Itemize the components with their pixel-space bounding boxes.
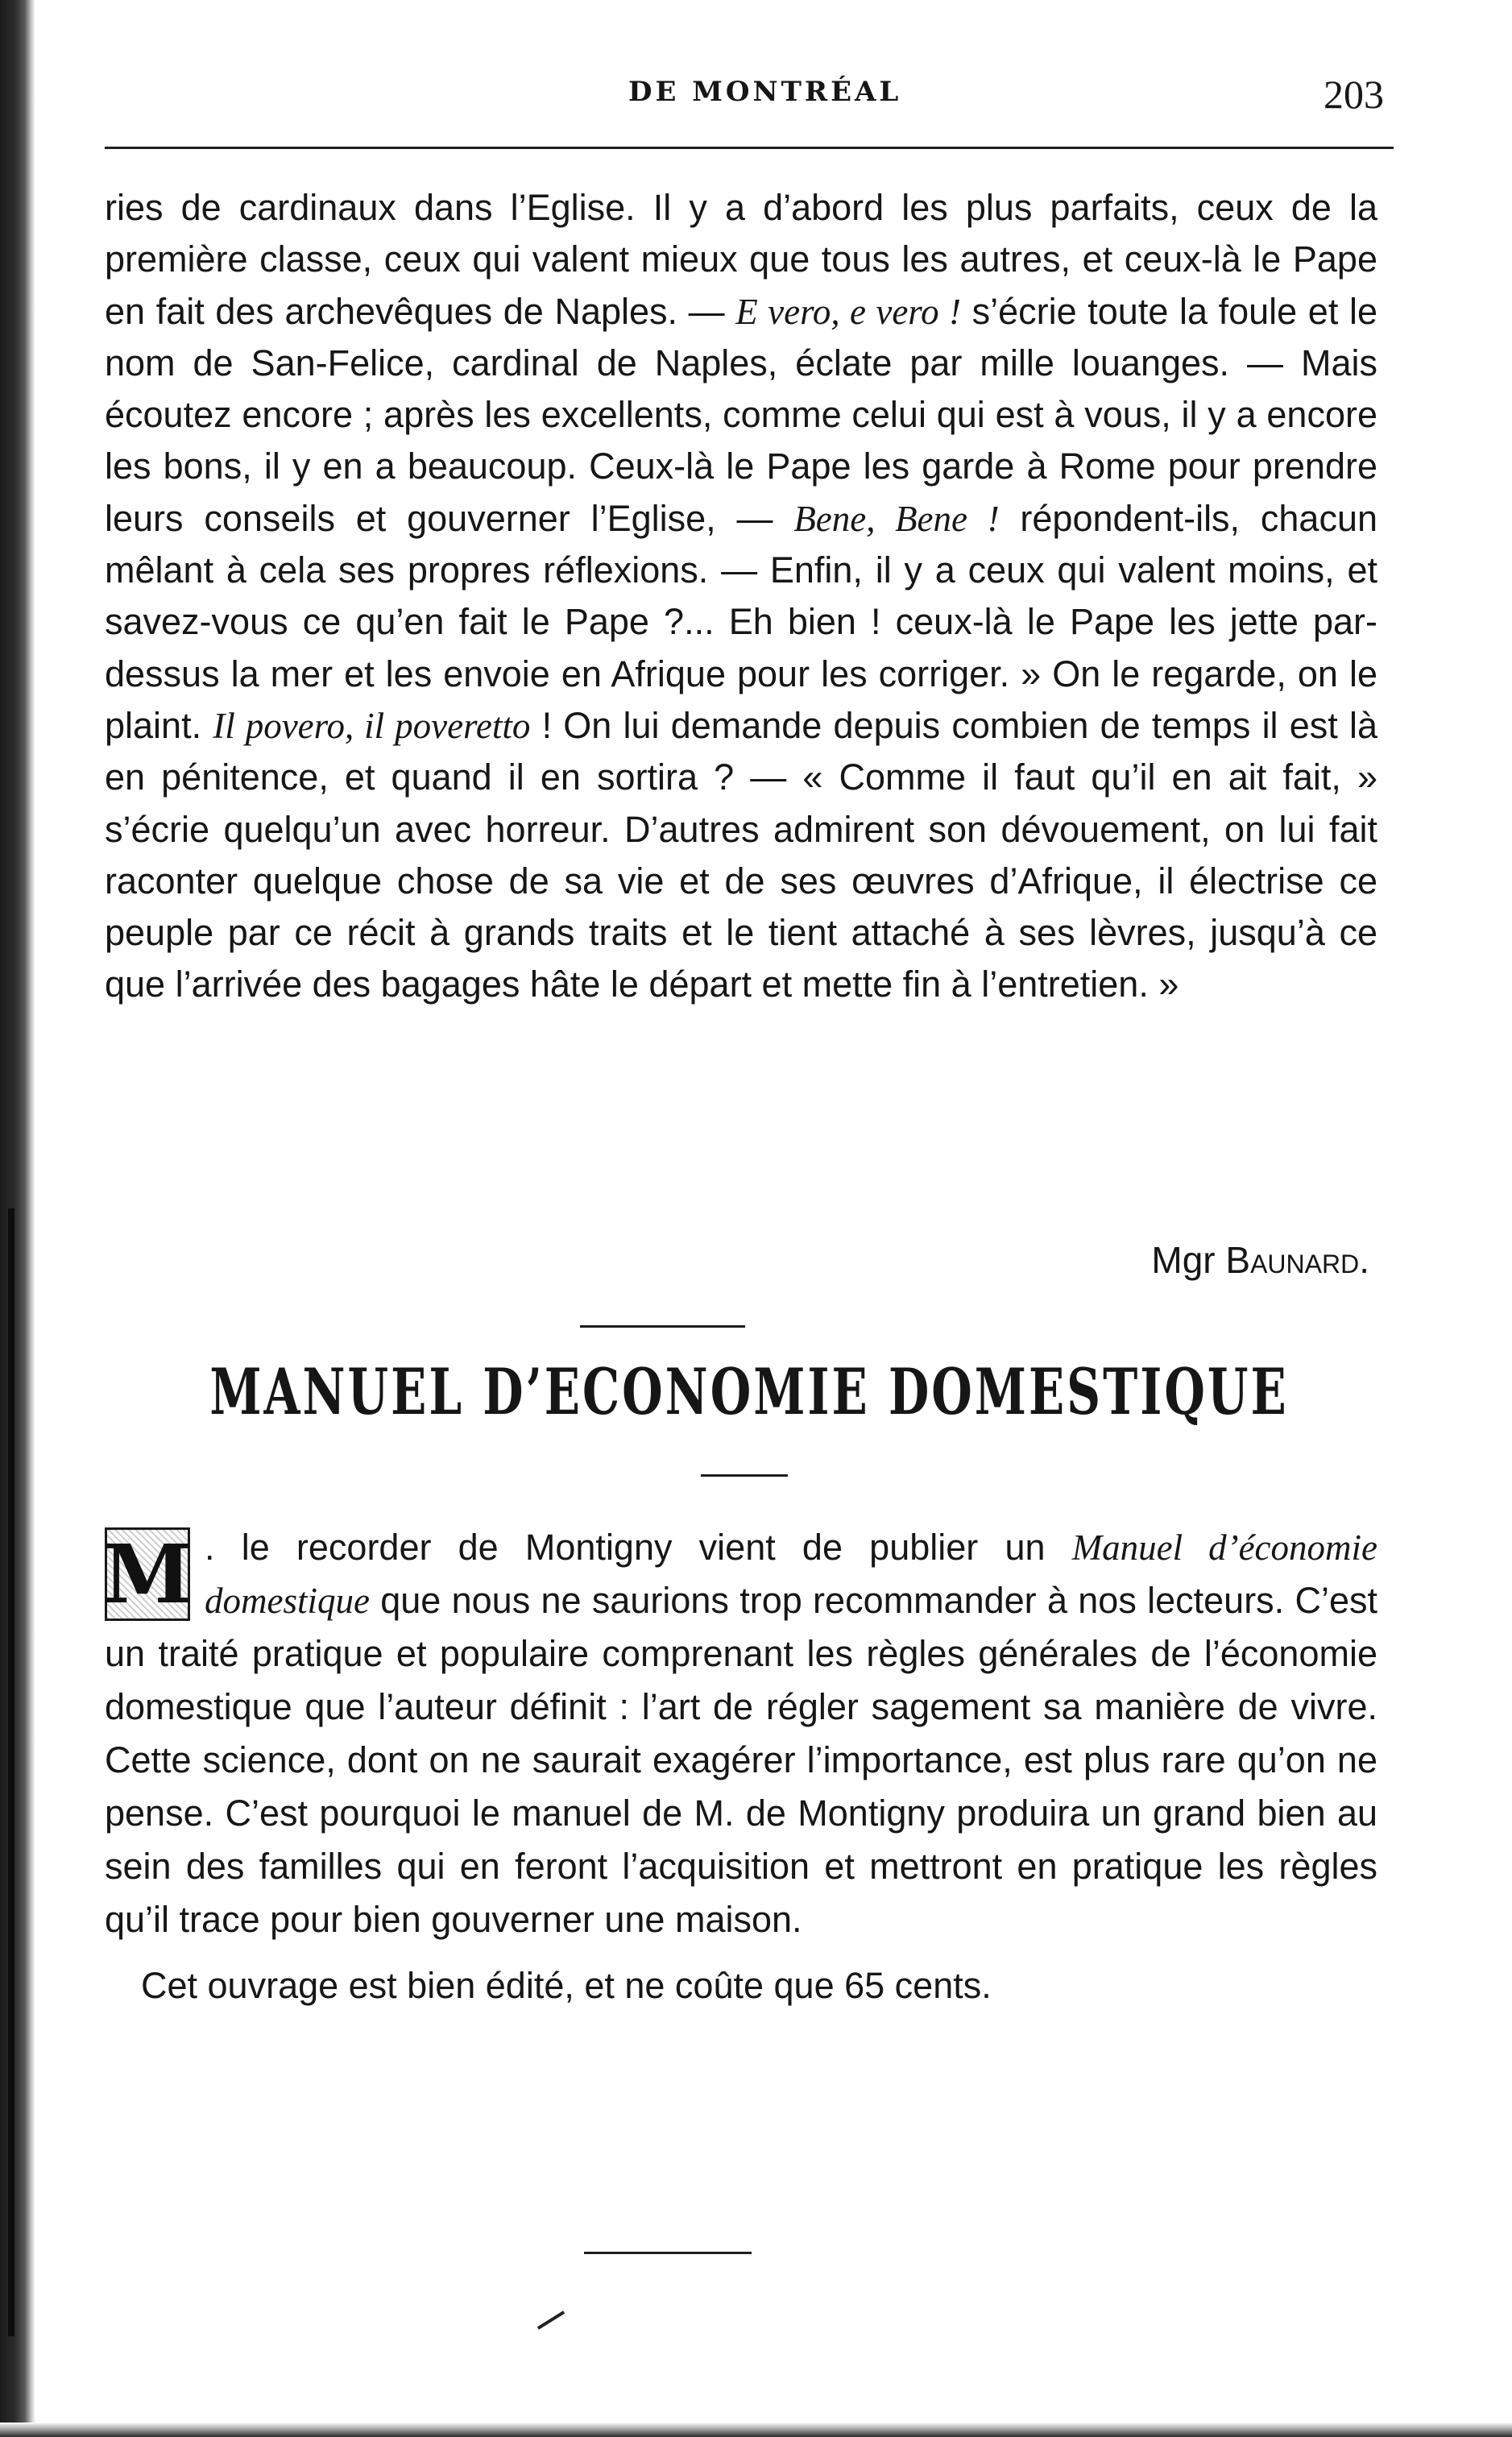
bottom-edge <box>0 2422 1512 2437</box>
signature-prefix: Mgr <box>1151 1239 1226 1281</box>
book-title-italic: Manuel d’économie domestique <box>205 1527 1377 1621</box>
book-page <box>102 0 1394 2417</box>
italic-exclamation: E vero, e vero ! <box>735 291 961 332</box>
binding-edge <box>0 0 35 2437</box>
end-divider <box>584 2252 752 2254</box>
text-run: ries de cardinaux dans l’Eglise. Il y a d’abord les plus parfaits, ceux de la première classe, ceux qui valent mieux que tous les autres, et ceux-là le Pape en fait des archevêques de Naples. — <box>105 187 1377 332</box>
running-title: DE MONTRÉAL <box>628 76 902 108</box>
article-paragraph: Cet ouvrage est bien édité, et ne coûte que 65 cents. <box>141 1965 992 2006</box>
section-title: MANUEL D’ECONOMIE DOMESTIQUE <box>209 1355 1289 1429</box>
page-number: 203 <box>1324 72 1384 117</box>
signature-name: Baunard. <box>1225 1239 1369 1281</box>
author-signature <box>1151 1238 1369 1282</box>
text-run: que nous ne saurions trop recommander à nos lecteurs. C’est un traité pratique et populaire comprenant les règles générales de l’économie domestique que l’auteur définit : l’art de régler sagement sa manière de vivre. Cette science, dont on ne saurait exagérer l’importance, est plus rare qu’on ne pense. C’est pourquoi le manuel de M. de Montigny produira un grand bien au sein des familles qui en feront l’acquisition et mettront en pratique les règles qu’il trace pour bien gouverner une maison. <box>105 1580 1377 1940</box>
article-paragraph <box>102 1521 1377 1946</box>
article-body <box>102 1521 1377 2012</box>
drop-cap-initial: M <box>102 1527 193 1622</box>
text-run: . le recorder de Montigny vient de publier un <box>205 1527 1072 1568</box>
running-head <box>105 71 1394 119</box>
section-divider <box>580 1325 745 1328</box>
continued-paragraph <box>105 182 1377 1011</box>
header-rule <box>105 147 1394 149</box>
text-run: s’écrie toute la foule et le nom de San-Felice, cardinal de Naples, éclate par mille louanges. — Mais écoutez encore ; après les excellents, comme celui qui est à vous, il y a encore les bons, il y en a beaucoup. Ceux-là le Pape les garde à Rome pour prendre leurs conseils et gouverner l’Eglise, — <box>105 290 1377 539</box>
stray-ink-mark <box>537 2311 565 2330</box>
italic-exclamation: Il povero, il poveretto <box>213 705 531 746</box>
text-run: ! On lui demande depuis combien de temps il est là en pénitence, et quand il en sortira ? — « Comme il faut qu’il en ait fait, » s’écrie quelqu’un avec horreur. D’autres admirent son dévouement, on lui fait raconter quelque chose de sa vie et de ses œuvres d’Afrique, il électrise ce peuple par ce récit à grands traits et le tient attaché à ses lèvres, jusqu’à ce que l’arrivée des bagages hâte le départ et mette fin à l’entretien. » <box>105 704 1377 1005</box>
italic-exclamation: Bene, Bene ! <box>793 498 1000 539</box>
title-underline <box>701 1474 788 1477</box>
text-run: répondent-ils, chacun mêlant à cela ses propres réflexions. — Enfin, il y a ceux qui valent moins, et savez-vous ce qu’en fait le Pape ?... Eh bien ! ceux-là le Pape les jette par-dessus la mer et les envoie en Afrique pour les corriger. » On le regarde, on le plaint. <box>105 497 1377 746</box>
